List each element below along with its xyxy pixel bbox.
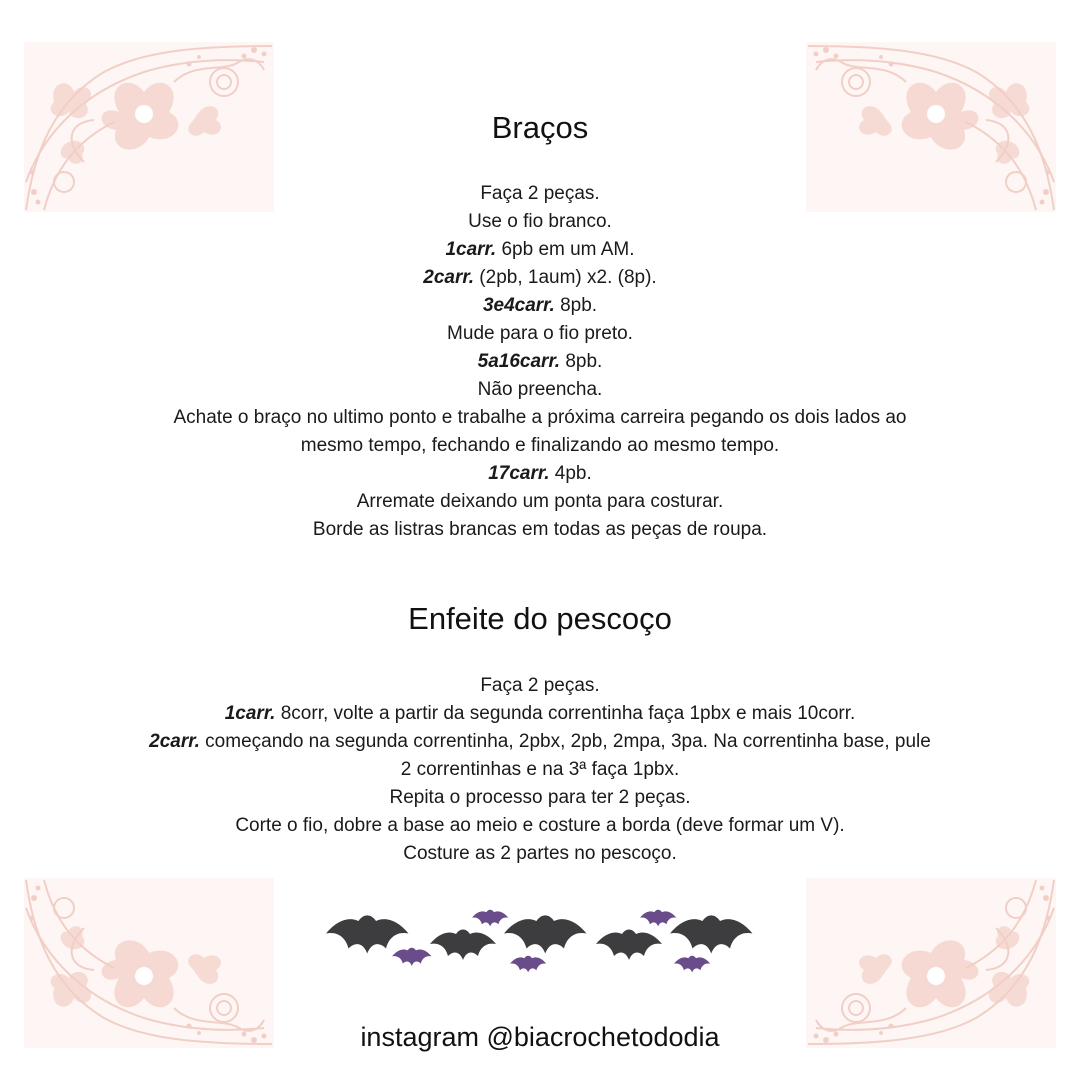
instruction-line: Achate o braço no ultimo ponto e trabalhe a próxima carreira pegando os dois lados ao <box>173 407 907 428</box>
instructions-enfeite <box>110 672 970 868</box>
bat-icon <box>510 956 546 973</box>
instruction-line: Costure as 2 partes no pescoço. <box>403 843 677 864</box>
instruction-line: 2 correntinhas e na 3ª faça 1pbx. <box>400 759 680 780</box>
instruction-line: 17carr. 4pb. <box>488 463 592 484</box>
bat-icon <box>430 930 496 961</box>
instruction-line: Não preencha. <box>477 379 603 400</box>
instructions-bracos <box>110 180 970 544</box>
instruction-line: Borde as listras brancas em todas as peças de roupa. <box>312 519 768 540</box>
instruction-line: Use o fio branco. <box>468 211 612 232</box>
instruction-line: Corte o fio, dobre a base ao meio e costure a borda (deve formar um V). <box>235 815 845 836</box>
section-title-enfeite: Enfeite do pescoço <box>408 601 672 636</box>
instruction-line: 1carr. 8corr, volte a partir da segunda correntinha faça 1pbx e mais 10corr. <box>224 703 856 724</box>
bat-icon <box>472 910 508 927</box>
bat-icon <box>640 910 676 927</box>
bat-icon <box>392 948 432 966</box>
instruction-line: 5a16carr. 8pb. <box>477 351 603 372</box>
instruction-line: 2carr. (2pb, 1aum) x2. (8p). <box>423 267 657 288</box>
instruction-line: Arremate deixando um ponta para costurar. <box>356 491 724 512</box>
instruction-line: Faça 2 peças. <box>480 183 600 204</box>
bat-icon <box>674 956 710 973</box>
section-title-bracos: Braços <box>491 110 589 145</box>
instruction-line: 1carr. 6pb em um AM. <box>445 239 635 260</box>
instagram-handle: instagram @biacrochetododia <box>360 1022 720 1052</box>
instruction-line: Faça 2 peças. <box>480 675 600 696</box>
instruction-line: 3e4carr. 8pb. <box>482 295 598 316</box>
bat-icon <box>596 930 662 961</box>
instruction-line: Repita o processo para ter 2 peças. <box>389 787 691 808</box>
bat-icon <box>670 915 753 953</box>
instruction-line: 2carr. começando na segunda correntinha, 2pbx, 2pb, 2mpa, 3pa. Na correntinha base, pule <box>149 731 931 752</box>
bat-icon <box>326 915 409 953</box>
instruction-line: mesmo tempo, fechando e finalizando ao mesmo tempo. <box>300 435 780 456</box>
instruction-line: Mude para o fio preto. <box>447 323 633 344</box>
bats-decoration <box>322 900 758 990</box>
bat-icon <box>504 915 587 953</box>
